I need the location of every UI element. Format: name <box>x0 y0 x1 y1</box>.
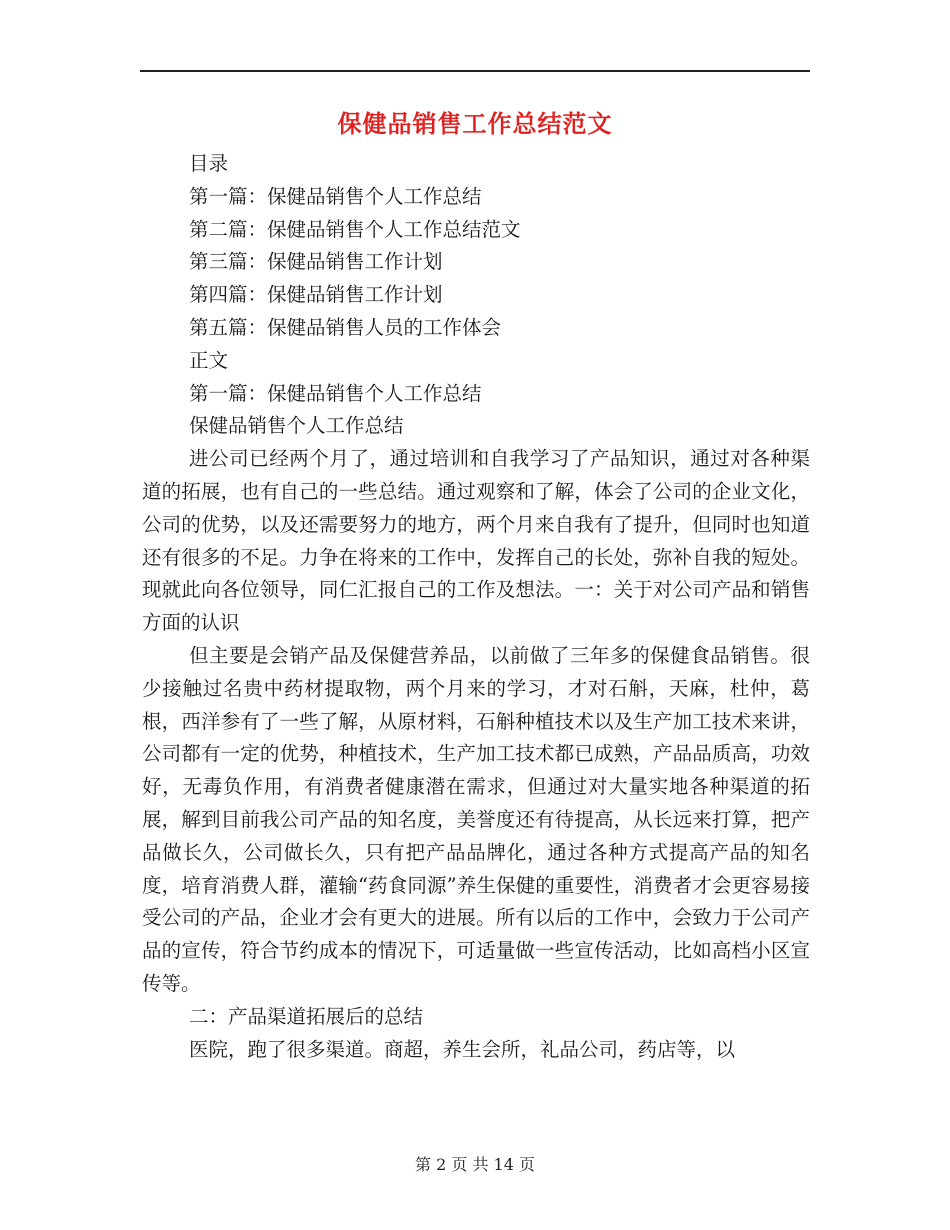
toc-item: 第二篇：保健品销售个人工作总结范文 <box>189 217 521 241</box>
body-paragraph: 医院，跑了很多渠道。商超，养生会所，礼品公司，药店等，以 <box>189 1037 736 1061</box>
header-rule <box>140 70 810 72</box>
document-body <box>142 148 810 1066</box>
toc-item: 第五篇：保健品销售人员的工作体会 <box>189 315 502 339</box>
toc-item: 第一篇：保健品销售个人工作总结 <box>189 184 482 208</box>
page-number: 第 2 页 共 14 页 <box>415 1155 535 1174</box>
toc-item: 第四篇：保健品销售工作计划 <box>189 283 443 307</box>
chapter-subtitle: 保健品销售个人工作总结 <box>189 414 404 438</box>
body-heading: 正文 <box>189 348 229 372</box>
body-paragraph: 进公司已经两个月了，通过培训和自我学习了产品知识，通过对各种渠道的拓展，也有自己的一些总结。通过观察和了解，体会了公司的企业文化，公司的优势，以及还需要努力的地方，两个月来自我有了提升，但同时也知道还有很多的不足。力争在将来的工作中，发挥自己的长处，弥补自我的短处。现就此向各位领导，同仁汇报自己的工作及想法。一：关于对公司产品和销售方面的认识 <box>142 447 810 635</box>
toc-heading: 目录 <box>189 152 229 175</box>
document-title: 保健品销售工作总结范文 <box>337 110 613 138</box>
body-paragraph: 但主要是会销产品及保健营养品，以前做了三年多的保健食品销售。很少接触过名贵中药材提取物，两个月来的学习，才对石斛，天麻，杜仲，葛根，西洋参有了一些了解，从原材料，石斛种植技术以及生产加工技术来讲，公司都有一定的优势，种植技术，生产加工技术都已成熟，产品品质高，功效好，无毒负作用，有消费者健康潜在需求，但通过对大量实地各种渠道的拓展，解到目前我公司产品的知名度，美誉度还有待提高，从长远来打算，把产品做长久，公司做长久，只有把产品品牌化，通过各种方式提高产品的知名度，培育消费人群，灌输“药食同源”养生保健的重要性，消费者才会更容易接受公司的产品，企业才会有更大的进展。所有以后的工作中，会致力于公司产品的宣传，符合节约成本的情况下，可适量做一些宣传活动，比如高档小区宣传等。 <box>142 643 810 995</box>
section-heading: 二：产品渠道拓展后的总结 <box>189 1004 424 1028</box>
toc-item: 第三篇：保健品销售工作计划 <box>189 250 443 274</box>
chapter-heading: 第一篇：保健品销售个人工作总结 <box>189 381 482 405</box>
